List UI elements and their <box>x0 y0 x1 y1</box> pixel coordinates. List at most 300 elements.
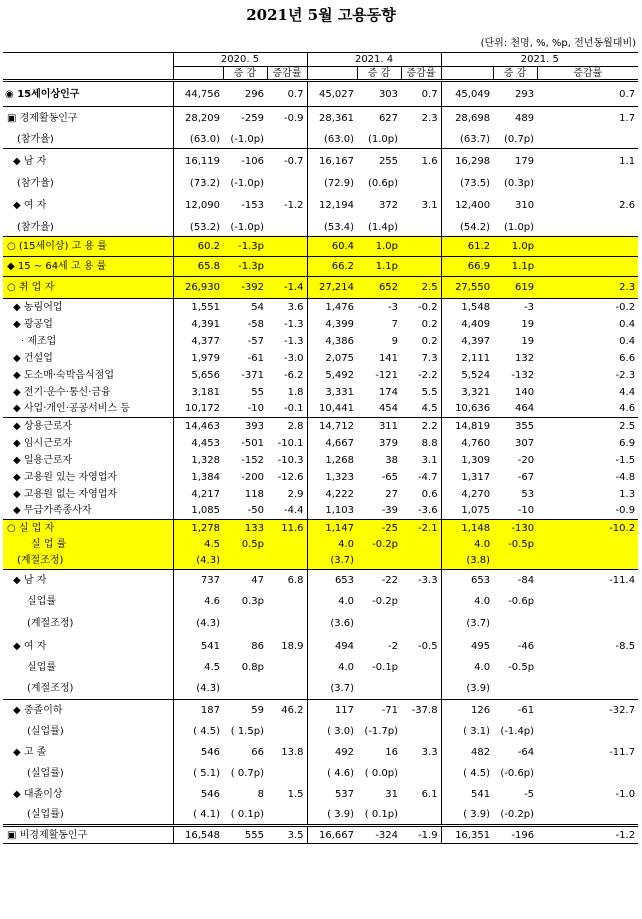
row-label: ▣ 경제활동인구 <box>3 107 173 131</box>
cell-value: 2.9 <box>287 488 304 500</box>
cell-value <box>223 553 267 570</box>
cell-value <box>267 237 307 257</box>
cell-value: (-0.6p) <box>500 767 535 779</box>
cell-value: -25 <box>357 520 401 537</box>
cell-value <box>401 219 441 237</box>
cell-value: 7.3 <box>421 352 438 364</box>
cell-value: (3.7) <box>307 678 357 700</box>
cell-value: -57 <box>247 335 264 347</box>
cell-value: ( 4.5) <box>193 725 220 737</box>
cell-value <box>493 553 537 570</box>
cell-value: 2.8 <box>287 420 304 432</box>
cell-value: 6.8 <box>287 574 304 586</box>
cell-value: 4,217 <box>191 488 220 500</box>
cell-value: 3.3 <box>421 746 438 758</box>
table-row <box>3 805 638 826</box>
cell-value: -6.2 <box>284 369 304 381</box>
cell-value <box>357 553 401 570</box>
cell-value: -4.7 <box>418 471 438 483</box>
cell-value: -11.7 <box>609 746 636 758</box>
cell-value: 4.0 <box>307 657 357 678</box>
row-label: (참가율) <box>3 131 173 149</box>
cell-value: 296 <box>223 81 267 107</box>
period-header-2: 2021. 5 <box>441 53 638 67</box>
cell-value: ( 4.6) <box>307 763 357 784</box>
cell-value: 4.0 <box>441 591 493 612</box>
cell-value: (-1.7p) <box>364 725 399 737</box>
cell-value: 4.4 <box>619 386 636 398</box>
table-row <box>3 384 638 401</box>
table-row <box>3 469 638 486</box>
cell-value <box>267 657 307 678</box>
cell-value: 0.8p <box>241 661 264 673</box>
cell-value: 4,222 <box>307 486 357 503</box>
cell-value: 495 <box>441 636 493 657</box>
cell-value: 187 <box>200 704 220 716</box>
cell-value: 0.5p <box>223 537 267 553</box>
cell-value: (4.3) <box>173 553 223 570</box>
cell-value: 4,377 <box>191 335 220 347</box>
cell-value: 26,930 <box>173 277 223 299</box>
cell-value <box>537 805 638 826</box>
cell-value: 66.9 <box>441 257 493 277</box>
cell-value <box>401 553 441 570</box>
cell-value: (72.9) <box>307 175 357 193</box>
cell-value: (-1.4p) <box>500 725 535 737</box>
subheader-rate: 증감률 <box>267 67 307 81</box>
subheader-rate: 증감률 <box>401 67 441 81</box>
cell-value: 4,760 <box>441 435 493 452</box>
row-label: ◆ 고용원 있는 자영업자 <box>3 469 173 486</box>
row-label: 실업률 <box>3 591 173 612</box>
cell-value <box>537 657 638 678</box>
cell-value: ( 4.5) <box>441 763 493 784</box>
table-row <box>3 401 638 418</box>
cell-value: 4,391 <box>191 318 220 330</box>
cell-value: -1.0 <box>615 788 636 800</box>
row-label: 실업률 <box>3 657 173 678</box>
row-label: ◆ 전기·운수·통신·금융 <box>3 384 173 401</box>
row-label: (실업률) <box>3 763 173 784</box>
cell-value: 4,667 <box>307 435 357 452</box>
cell-value: -46 <box>517 640 535 652</box>
subheader-change: 증 감 <box>223 67 267 81</box>
cell-value: -106 <box>241 156 264 168</box>
cell-value: 6.6 <box>619 352 636 364</box>
cell-value: 10,441 <box>307 401 357 418</box>
cell-value: 16,548 <box>173 826 223 844</box>
cell-value: 393 <box>244 420 264 432</box>
row-label: ◉ 15세이상인구 <box>3 81 173 107</box>
cell-value: 5,656 <box>191 369 220 381</box>
cell-value <box>537 131 638 149</box>
cell-value: 3.1 <box>421 454 438 466</box>
row-label: (참가율) <box>3 175 173 193</box>
cell-value: (63.0) <box>173 131 223 149</box>
cell-value: ( 0.7p) <box>230 767 264 779</box>
cell-value: 464 <box>493 401 537 418</box>
cell-value: 619 <box>493 277 537 299</box>
cell-value: ( 5.1) <box>193 767 220 779</box>
cell-value: -4.8 <box>615 471 636 483</box>
cell-value: -152 <box>241 454 264 466</box>
subheader-blank <box>441 67 493 81</box>
cell-value: 652 <box>357 277 401 299</box>
cell-value: 141 <box>378 352 399 364</box>
cell-value: (4.3) <box>196 618 220 629</box>
period-header-0: 2020. 5 <box>173 53 307 67</box>
cell-value <box>493 612 537 636</box>
cell-value: 492 <box>307 742 357 763</box>
cell-value: 627 <box>378 113 399 125</box>
cell-value: 86 <box>251 640 264 652</box>
cell-value: -130 <box>493 520 537 537</box>
cell-value: 3.6 <box>287 301 304 313</box>
table-row <box>3 763 638 784</box>
cell-value: -0.1 <box>267 401 307 418</box>
cell-value: (54.2) <box>441 219 493 237</box>
cell-value <box>537 219 638 237</box>
cell-value: 28,209 <box>185 113 220 125</box>
cell-value <box>267 612 307 636</box>
cell-value: ( 3.9) <box>307 805 357 826</box>
row-label: ○ 실 업 자 <box>3 520 173 537</box>
cell-value: 541 <box>200 640 220 652</box>
cell-value: 555 <box>223 826 267 844</box>
cell-value <box>357 678 401 700</box>
cell-value: (3.7) <box>441 612 493 636</box>
cell-value: 546 <box>200 746 220 758</box>
cell-value: 2.3 <box>537 277 638 299</box>
row-label: (실업률) <box>3 805 173 826</box>
table-row <box>3 486 638 503</box>
cell-value: -259 <box>241 113 264 125</box>
cell-value: 2.6 <box>619 200 636 211</box>
table-row <box>3 784 638 805</box>
cell-value: 1,551 <box>191 301 220 313</box>
cell-value: -196 <box>493 826 537 844</box>
cell-value: ( 0.0p) <box>364 767 399 779</box>
cell-value <box>537 553 638 570</box>
cell-value: 372 <box>378 200 399 211</box>
cell-value: 2.5 <box>619 420 636 432</box>
cell-value: (1.4p) <box>357 219 401 237</box>
cell-value: 55 <box>251 386 264 398</box>
cell-value <box>267 131 307 149</box>
cell-value: 117 <box>307 700 357 721</box>
cell-value: 118 <box>244 488 264 500</box>
cell-value: 293 <box>493 81 537 107</box>
row-label: ◆ 남 자 <box>3 149 173 175</box>
cell-value: 4.5 <box>401 401 441 418</box>
cell-value: 0.6 <box>421 488 438 500</box>
cell-value: -1.2 <box>537 826 638 844</box>
row-label: ◆ 중졸이하 <box>3 700 173 721</box>
cell-value: -65 <box>381 471 399 483</box>
cell-value: (0.7p) <box>493 131 537 149</box>
cell-value: -200 <box>241 471 264 483</box>
employment-table <box>3 52 638 844</box>
cell-value: ( 3.0) <box>307 721 357 742</box>
cell-value: 355 <box>514 420 535 432</box>
table-row <box>3 149 638 175</box>
row-label: ◆ 임시근로자 <box>3 435 173 452</box>
cell-value: 4.5 <box>173 537 223 553</box>
cell-value <box>537 763 638 784</box>
cell-value: 6.9 <box>619 437 636 449</box>
cell-value: -20 <box>517 454 535 466</box>
cell-value: 126 <box>441 700 493 721</box>
row-label: · 제조업 <box>3 333 173 350</box>
cell-value <box>401 257 441 277</box>
cell-value <box>537 612 638 636</box>
cell-value: 16,167 <box>307 149 357 175</box>
cell-value: -1.2 <box>284 200 304 211</box>
cell-value: -2.2 <box>418 369 438 381</box>
cell-value: (3.7) <box>307 553 357 570</box>
cell-value: 489 <box>514 113 535 125</box>
cell-value: 0.4 <box>619 335 636 347</box>
cell-value: 3,321 <box>441 384 493 401</box>
cell-value: 0.7 <box>267 81 307 107</box>
cell-value: 1.7 <box>619 113 636 125</box>
cell-value: -2.3 <box>615 369 636 381</box>
cell-value: 303 <box>357 81 401 107</box>
row-label: ◆ 상용근로자 <box>3 418 173 435</box>
table-row <box>3 826 638 844</box>
cell-value <box>267 763 307 784</box>
cell-value: -0.5p <box>508 661 535 673</box>
cell-value <box>401 657 441 678</box>
cell-value: (53.4) <box>307 219 357 237</box>
cell-value: 1,384 <box>191 471 220 483</box>
row-label: ○ 취 업 자 <box>3 277 173 299</box>
cell-value: 379 <box>378 437 399 449</box>
cell-value <box>223 678 267 700</box>
cell-value: 3,331 <box>307 384 357 401</box>
cell-value <box>357 612 401 636</box>
row-label: ◆ 고 졸 <box>3 742 173 763</box>
cell-value: 60.4 <box>307 237 357 257</box>
cell-value: 546 <box>200 788 220 800</box>
cell-value: 2,075 <box>307 350 357 367</box>
cell-value: (1.0p) <box>357 131 401 149</box>
cell-value: -0.2 <box>418 301 438 313</box>
cell-value: 537 <box>307 784 357 805</box>
cell-value: 494 <box>307 636 357 657</box>
cell-value <box>267 175 307 193</box>
table-row <box>3 107 638 131</box>
table-row <box>3 721 638 742</box>
cell-value: 28,361 <box>307 107 357 131</box>
cell-value: 27,214 <box>307 277 357 299</box>
cell-value: -1.4 <box>267 277 307 299</box>
cell-value: 14,463 <box>185 420 220 432</box>
cell-value: (-0.2p) <box>493 805 537 826</box>
cell-value: 14,712 <box>307 418 357 435</box>
cell-value: 1.5 <box>287 788 304 800</box>
cell-value: -12.6 <box>277 471 304 483</box>
cell-value: 737 <box>200 574 220 586</box>
cell-value: -71 <box>381 704 399 716</box>
cell-value <box>401 805 441 826</box>
table-row <box>3 742 638 763</box>
cell-value: 179 <box>514 156 535 168</box>
row-label: ◆ 일용근로자 <box>3 452 173 469</box>
cell-value: -324 <box>357 826 401 844</box>
cell-value <box>537 678 638 700</box>
cell-value: -1.3 <box>284 335 304 347</box>
cell-value <box>267 591 307 612</box>
table-row <box>3 537 638 553</box>
cell-value: -3 <box>388 301 399 313</box>
cell-value: 8.8 <box>421 437 438 449</box>
cell-value: 4.0 <box>441 537 493 553</box>
cell-value: -0.6p <box>508 595 535 607</box>
cell-value: (3.9) <box>441 678 493 700</box>
cell-value: 9 <box>391 335 399 347</box>
cell-value: -11.4 <box>609 574 636 586</box>
cell-value: 1,476 <box>307 299 357 316</box>
table-row <box>3 418 638 435</box>
cell-value: 4,397 <box>441 333 493 350</box>
table-row <box>3 700 638 721</box>
cell-value: -10 <box>223 401 267 418</box>
table-row <box>3 81 638 107</box>
cell-value: 19 <box>521 335 535 347</box>
cell-value <box>223 612 267 636</box>
cell-value: 1,085 <box>173 503 223 520</box>
cell-value: 140 <box>514 386 535 398</box>
cell-value: 59 <box>251 704 264 716</box>
unit-note: (단위: 천명, %, %p, 전년동월대비) <box>480 38 636 49</box>
cell-value: 5,524 <box>441 367 493 384</box>
table-row <box>3 299 638 316</box>
cell-value: -8.5 <box>615 640 636 652</box>
cell-value: -10 <box>493 503 537 520</box>
cell-value: 2.2 <box>421 420 438 432</box>
cell-value <box>537 537 638 553</box>
cell-value: -58 <box>247 318 264 330</box>
cell-value: 16,298 <box>441 149 493 175</box>
cell-value: -1.3p <box>223 237 267 257</box>
table-row <box>3 678 638 700</box>
cell-value: (73.2) <box>189 178 220 189</box>
cell-value: -5 <box>524 788 535 800</box>
cell-value: 1.1 <box>619 156 636 168</box>
cell-value: 1,979 <box>191 352 220 364</box>
cell-value <box>493 678 537 700</box>
cell-value: 16,351 <box>441 826 493 844</box>
cell-value: -371 <box>241 369 264 381</box>
table-row <box>3 237 638 257</box>
cell-value: 1.8 <box>287 386 304 398</box>
table-row <box>3 570 638 591</box>
row-label: ◆ 도소매·숙박음식점업 <box>3 367 173 384</box>
cell-value: 16,667 <box>307 826 357 844</box>
cell-value: 31 <box>385 788 399 800</box>
cell-value: (3.8) <box>441 553 493 570</box>
cell-value: 44,756 <box>173 81 223 107</box>
cell-value: 132 <box>514 352 535 364</box>
cell-value: 16,119 <box>185 156 220 168</box>
row-label: ◆ 15 ~ 64세 고 용 률 <box>3 257 173 277</box>
row-label: (계절조정) <box>3 553 173 570</box>
subheader-blank <box>307 67 357 81</box>
cell-value: 4.0 <box>307 537 357 553</box>
cell-value <box>401 175 441 193</box>
cell-value: 27 <box>385 488 399 500</box>
cell-value: (0.3p) <box>504 178 535 189</box>
table-row <box>3 219 638 237</box>
cell-value: -50 <box>223 503 267 520</box>
row-label: (계절조정) <box>3 678 173 700</box>
cell-value: 4,270 <box>441 486 493 503</box>
cell-value: -32.7 <box>609 704 636 716</box>
cell-value: 653 <box>441 570 493 591</box>
cell-value: 61.2 <box>441 237 493 257</box>
row-label: 실 업 률 <box>3 537 173 553</box>
cell-value: 1,147 <box>307 520 357 537</box>
cell-value <box>537 175 638 193</box>
cell-value <box>267 219 307 237</box>
cell-value: 0.7 <box>401 81 441 107</box>
cell-value: -1.5 <box>615 454 636 466</box>
cell-value: -22 <box>381 574 399 586</box>
cell-value: 13.8 <box>281 746 304 758</box>
cell-value <box>401 612 441 636</box>
cell-value: 4.5 <box>204 661 220 673</box>
cell-value <box>537 721 638 742</box>
cell-value: 482 <box>441 742 493 763</box>
cell-value: -0.1p <box>372 661 399 673</box>
cell-value <box>401 763 441 784</box>
cell-value: 53 <box>521 488 535 500</box>
cell-value: -0.5 <box>418 640 438 652</box>
cell-value: (4.3) <box>173 678 223 700</box>
cell-value: 310 <box>514 200 535 211</box>
cell-value: -67 <box>517 471 535 483</box>
cell-value: 1,268 <box>307 452 357 469</box>
cell-value: 3,181 <box>191 386 220 398</box>
cell-value: 0.2 <box>421 335 438 347</box>
cell-value: -3.3 <box>418 574 438 586</box>
cell-value: -0.7 <box>284 156 304 168</box>
cell-value: -3.0 <box>284 352 304 364</box>
cell-value: 5.5 <box>421 386 438 398</box>
cell-value: -3.6 <box>401 503 441 520</box>
cell-value: -153 <box>241 200 264 211</box>
cell-value <box>267 537 307 553</box>
cell-value: 1,323 <box>307 469 357 486</box>
cell-value: 4.6 <box>537 401 638 418</box>
cell-value: 133 <box>223 520 267 537</box>
cell-value: 4,386 <box>307 333 357 350</box>
cell-value: -0.2p <box>357 537 401 553</box>
row-label: ◆ 무급가족종사자 <box>3 503 173 520</box>
cell-value: -0.9 <box>284 113 304 125</box>
cell-value: -10.3 <box>277 454 304 466</box>
cell-value: 3.1 <box>421 200 438 211</box>
cell-value: 174 <box>378 386 399 398</box>
cell-value: 311 <box>378 420 399 432</box>
table-row <box>3 612 638 636</box>
subheader-blank <box>173 67 223 81</box>
cell-value: ( 1.5p) <box>230 725 264 737</box>
cell-value: 45,027 <box>307 81 357 107</box>
cell-value: 46.2 <box>281 704 304 716</box>
row-label: (참가율) <box>3 219 173 237</box>
